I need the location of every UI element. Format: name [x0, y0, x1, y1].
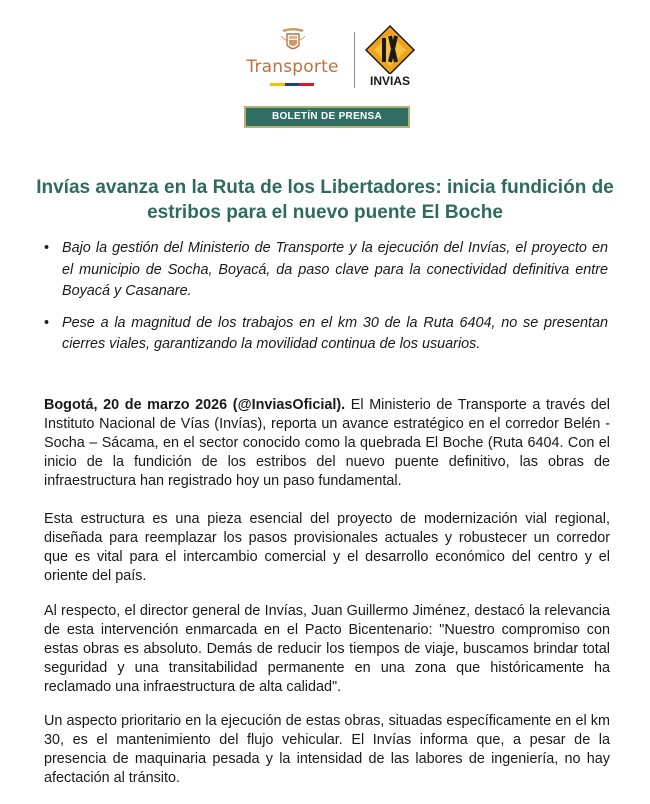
transporte-logo-text: Transporte	[246, 57, 339, 77]
summary-item-text: Bajo la gestión del Ministerio de Transporte y la ejecución del Invías, el proyecto en el municipio de Socha, Boyacá, da paso clave para la conectividad definitiva entre Boyacá y Casanare.	[62, 240, 608, 299]
body-paragraph-3: Al respecto, el director general de Invías, Juan Guillermo Jiménez, destacó la relevancia de esta intervención enmarcada en el Pacto Bicentenario: "Nuestro compromiso con estas obras es absoluto. Demás de reducir los tiempos de viaje, buscamos brindar total seguridad y una transitabilidad permanente en una zona que históricamente ha reclamado una infraestructura de alta calidad".	[44, 603, 610, 695]
bullet-icon: •	[44, 314, 50, 331]
invias-logo	[362, 24, 418, 90]
summary-item	[40, 313, 608, 356]
colombia-coat-of-arms-icon	[278, 26, 308, 56]
summary-list	[40, 238, 608, 366]
ministerio-transporte-logo	[240, 22, 345, 90]
press-release-badge: BOLETÍN DE PRENSA	[244, 106, 410, 128]
bullet-icon: •	[44, 240, 50, 256]
headline: Invías avanza en la Ruta de los Libertadores: inicia fundición de estribos para el nuevo puente El Boche	[36, 177, 614, 223]
dateline: Bogotá, 20 de marzo 2026 (@InviasOficial).	[44, 397, 346, 413]
invias-emblem-icon	[362, 24, 418, 74]
logo-divider	[354, 32, 355, 88]
body-paragraph-1	[44, 396, 610, 491]
paragraph-text: El Ministerio de Transporte a través del Instituto Nacional de Vías (Invías), reporta un avance estratégico en el corredor Belén - Socha – Sácama, en el sector conocido como la quebrada El Boche (Ruta 6404. Con el inicio de la fundición de los estribos del nuevo puente definitivo, las obras de infraestructura han registrado hoy un paso fundamental.	[44, 397, 610, 489]
invias-logo-text: INVIAS	[369, 74, 410, 88]
summary-item-text: Pese a la magnitud de los trabajos en el km 30 de la Ruta 6404, no se presentan cierres viales, garantizando la movilidad continua de los usuarios.	[62, 314, 608, 352]
header	[0, 22, 650, 92]
body-paragraph-4: Un aspecto prioritario en la ejecución de estas obras, situadas específicamente en el km 30, es el mantenimiento del flujo vehicular. El Invías informa que, a pesar de la presencia de maquinaria pesada y la intensidad de las labores de ingeniería, no hay afectación al tránsito.	[44, 713, 610, 786]
colombia-flag-bar	[270, 83, 314, 86]
summary-item	[40, 238, 608, 303]
body-paragraph-2: Esta estructura es una pieza esencial del proyecto de modernización vial regional, diseñada para reemplazar los pasos provisionales actuales y robustecer un corredor que es vital para el intercambio comercial y el desarrollo económico del centro y el oriente del país.	[44, 511, 610, 584]
